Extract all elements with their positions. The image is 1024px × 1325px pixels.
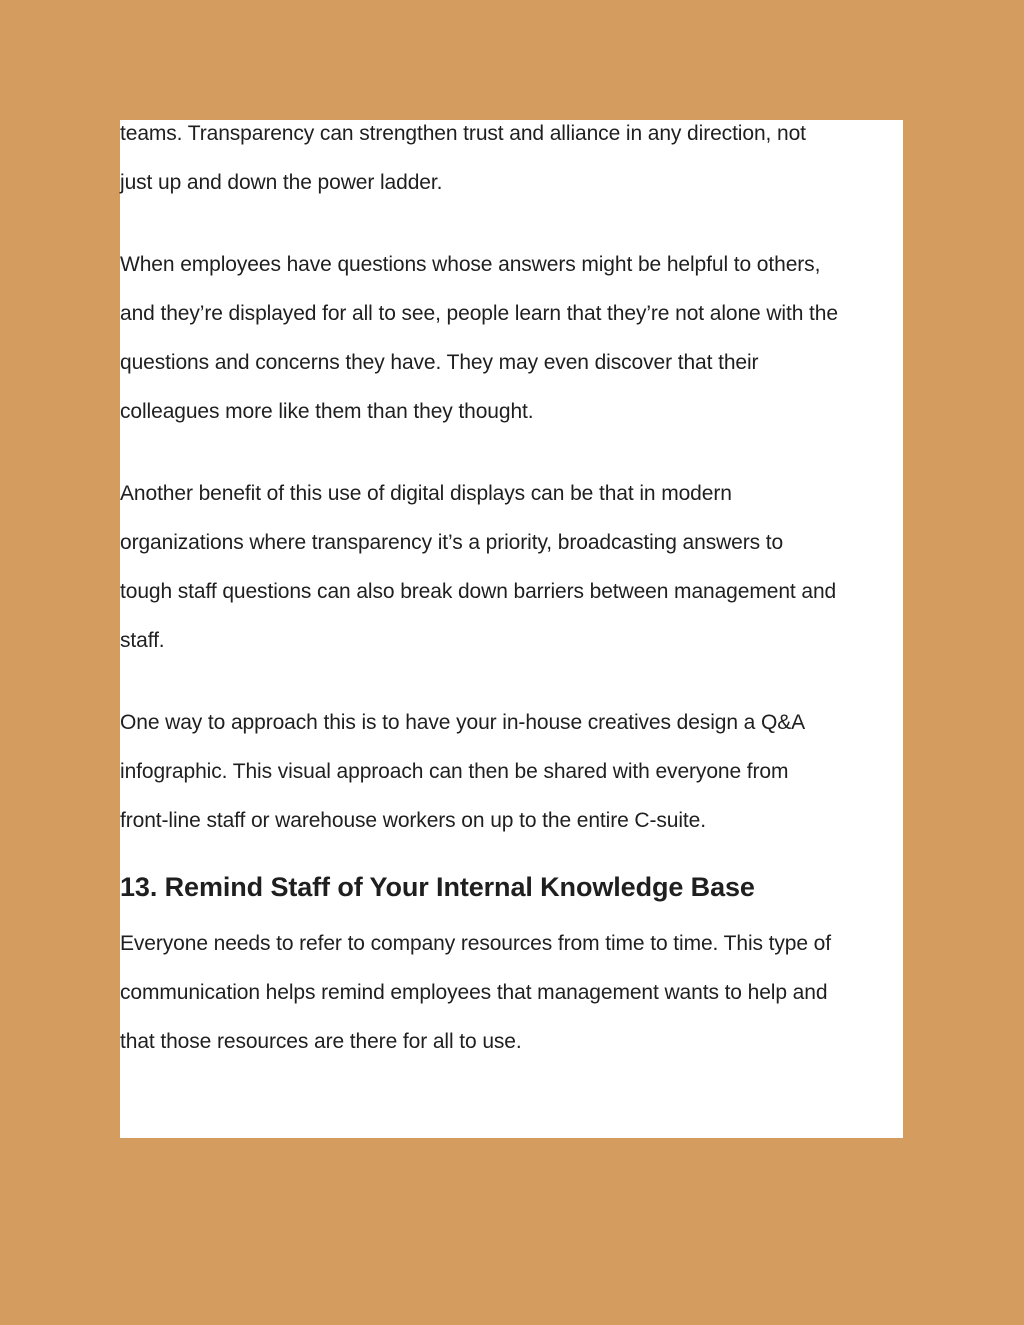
text-line: When employees have questions whose answers might be helpful to others, (120, 253, 821, 276)
text-line: just up and down the power ladder. (120, 171, 443, 194)
text-line: colleagues more like them than they thought. (120, 400, 534, 423)
text-line: tough staff questions can also break down barriers between management and (120, 580, 837, 603)
text-line: communication helps remind employees that management wants to help and (120, 981, 828, 1004)
text-line: front-line staff or warehouse workers on up to the entire C-suite. (120, 809, 706, 832)
paragraph-transparency (120, 109, 910, 207)
text-line: organizations where transparency it’s a priority, broadcasting answers to (120, 531, 784, 554)
text-line: One way to approach this is to have your in-house creatives design a Q&A (120, 711, 806, 734)
text-line: staff. (120, 629, 165, 652)
paragraph-employee-questions (120, 240, 910, 436)
text-line: questions and concerns they have. They may even discover that their (120, 351, 759, 374)
text-line: Everyone needs to refer to company resources from time to time. This type of (120, 932, 831, 955)
text-line: that those resources are there for all to use. (120, 1030, 522, 1053)
paragraph-digital-displays-benefit (120, 469, 910, 665)
page-content (120, 109, 910, 1066)
text-line: and they’re displayed for all to see, people learn that they’re not alone with the (120, 302, 838, 325)
text-line: infographic. This visual approach can then be shared with everyone from (120, 760, 789, 783)
section-heading: 13. Remind Staff of Your Internal Knowledge Base (120, 872, 755, 902)
paragraph-knowledge-base (120, 919, 910, 1066)
document-page (120, 120, 903, 1138)
text-line: teams. Transparency can strengthen trust and alliance in any direction, not (120, 122, 806, 145)
text-line: Another benefit of this use of digital displays can be that in modern (120, 482, 732, 505)
paragraph-qa-infographic (120, 698, 910, 845)
